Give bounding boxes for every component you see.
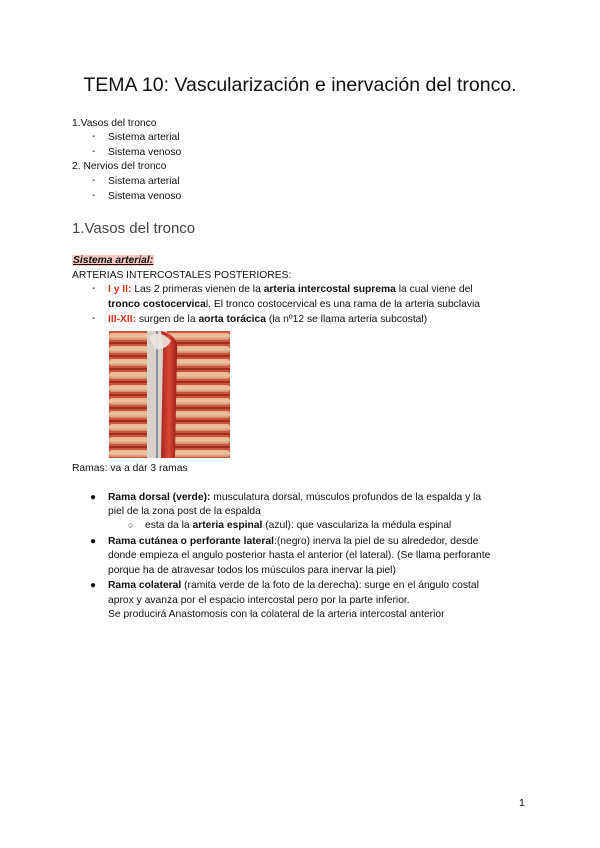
- text: (azul): que vasculariza la médula espinal: [262, 520, 452, 531]
- red-lead: I y II:: [108, 284, 132, 295]
- list-dash: -: [92, 283, 96, 294]
- bold-term: aorta torácica: [198, 314, 266, 325]
- dash-item-line: [108, 298, 480, 312]
- bold-term: arteria intercostal suprema: [263, 284, 396, 295]
- toc-item-2: 2. Nervios del tronco: [72, 161, 167, 172]
- bold-term: Rama cutánea o perforante lateral: [108, 536, 274, 547]
- document-title: TEMA 10: Vascularización e inervación del tronco.: [83, 74, 517, 96]
- text: (ramita verde de la foto de la derecha): surge en el ángulo costal: [181, 580, 479, 591]
- section-heading: 1.Vasos del tronco: [72, 220, 196, 237]
- text: surgen de la: [136, 314, 199, 325]
- text: (la nº12 se llama arteria subcostal): [265, 314, 428, 325]
- list-dash: -: [92, 313, 96, 324]
- bullet-line: [108, 491, 481, 505]
- sistema-arterial-label: Sistema arterial:: [73, 255, 154, 266]
- text: l. El tronco costocervical es una rama de la arteria subclavia: [205, 299, 480, 310]
- toc-dash: -: [92, 175, 96, 186]
- toc-subitem: Sistema venoso: [108, 147, 182, 158]
- toc-dash: -: [92, 190, 96, 201]
- page-number: 1: [519, 797, 525, 809]
- bullet-dot: ●: [90, 492, 97, 503]
- bullet-line: porque ha de atravesar todos los músculos para inervar la piel): [108, 565, 396, 576]
- text: :(negro) inerva la piel de su alrededor, desde: [273, 536, 479, 547]
- dash-item-line: [108, 283, 473, 297]
- toc-subitem: Sistema arterial: [108, 176, 180, 187]
- bold-term: arteria espinal: [192, 520, 263, 531]
- bullet-dot: ●: [90, 536, 97, 547]
- toc-dash: -: [92, 131, 96, 142]
- text: Las 2 primeras vienen de la: [131, 284, 264, 295]
- sub-bullet-circle: ○: [128, 520, 134, 530]
- bullet-line: aprox y avanza por el espacio intercostal pero por la parte inferior.: [108, 595, 410, 606]
- ramas-intro: Ramas: va a dar 3 ramas: [72, 463, 188, 474]
- bold-term: Rama dorsal (verde):: [108, 492, 211, 503]
- bullet-line: [108, 579, 479, 593]
- red-lead: III-XII:: [108, 314, 137, 325]
- toc-dash: -: [92, 146, 96, 157]
- toc-item-1: 1.Vasos del tronco: [72, 118, 157, 129]
- toc-subitem: Sistema arterial: [108, 132, 180, 143]
- sub-bullet-line: [145, 519, 451, 533]
- thoracic-aorta: [161, 331, 177, 458]
- text: musculatura dorsal, músculos profundos de la espalda y la: [210, 492, 482, 503]
- bullet-line: [108, 535, 478, 549]
- bullet-dot: ●: [90, 580, 97, 591]
- toc-subitem: Sistema venoso: [108, 191, 182, 202]
- arterias-heading: ARTERIAS INTERCOSTALES POSTERIORES:: [72, 270, 292, 281]
- dash-item-line: [108, 313, 427, 327]
- bold-term: tronco costocervica: [108, 299, 206, 310]
- text: esta da la: [145, 520, 193, 531]
- text: la cual viene del: [395, 284, 473, 295]
- bold-term: Rama colateral: [108, 580, 182, 591]
- bullet-line: Se producirá Anastomosis con la colateral de la arteria intercostal anterior: [108, 609, 445, 620]
- bullet-line: piel de la zona post de la espalda: [108, 506, 261, 517]
- bullet-line: donde empieza el angulo posterior hasta el anterior (el lateral). (Se llama perforante: [108, 550, 491, 561]
- intercostal-arteries-figure: [109, 331, 230, 458]
